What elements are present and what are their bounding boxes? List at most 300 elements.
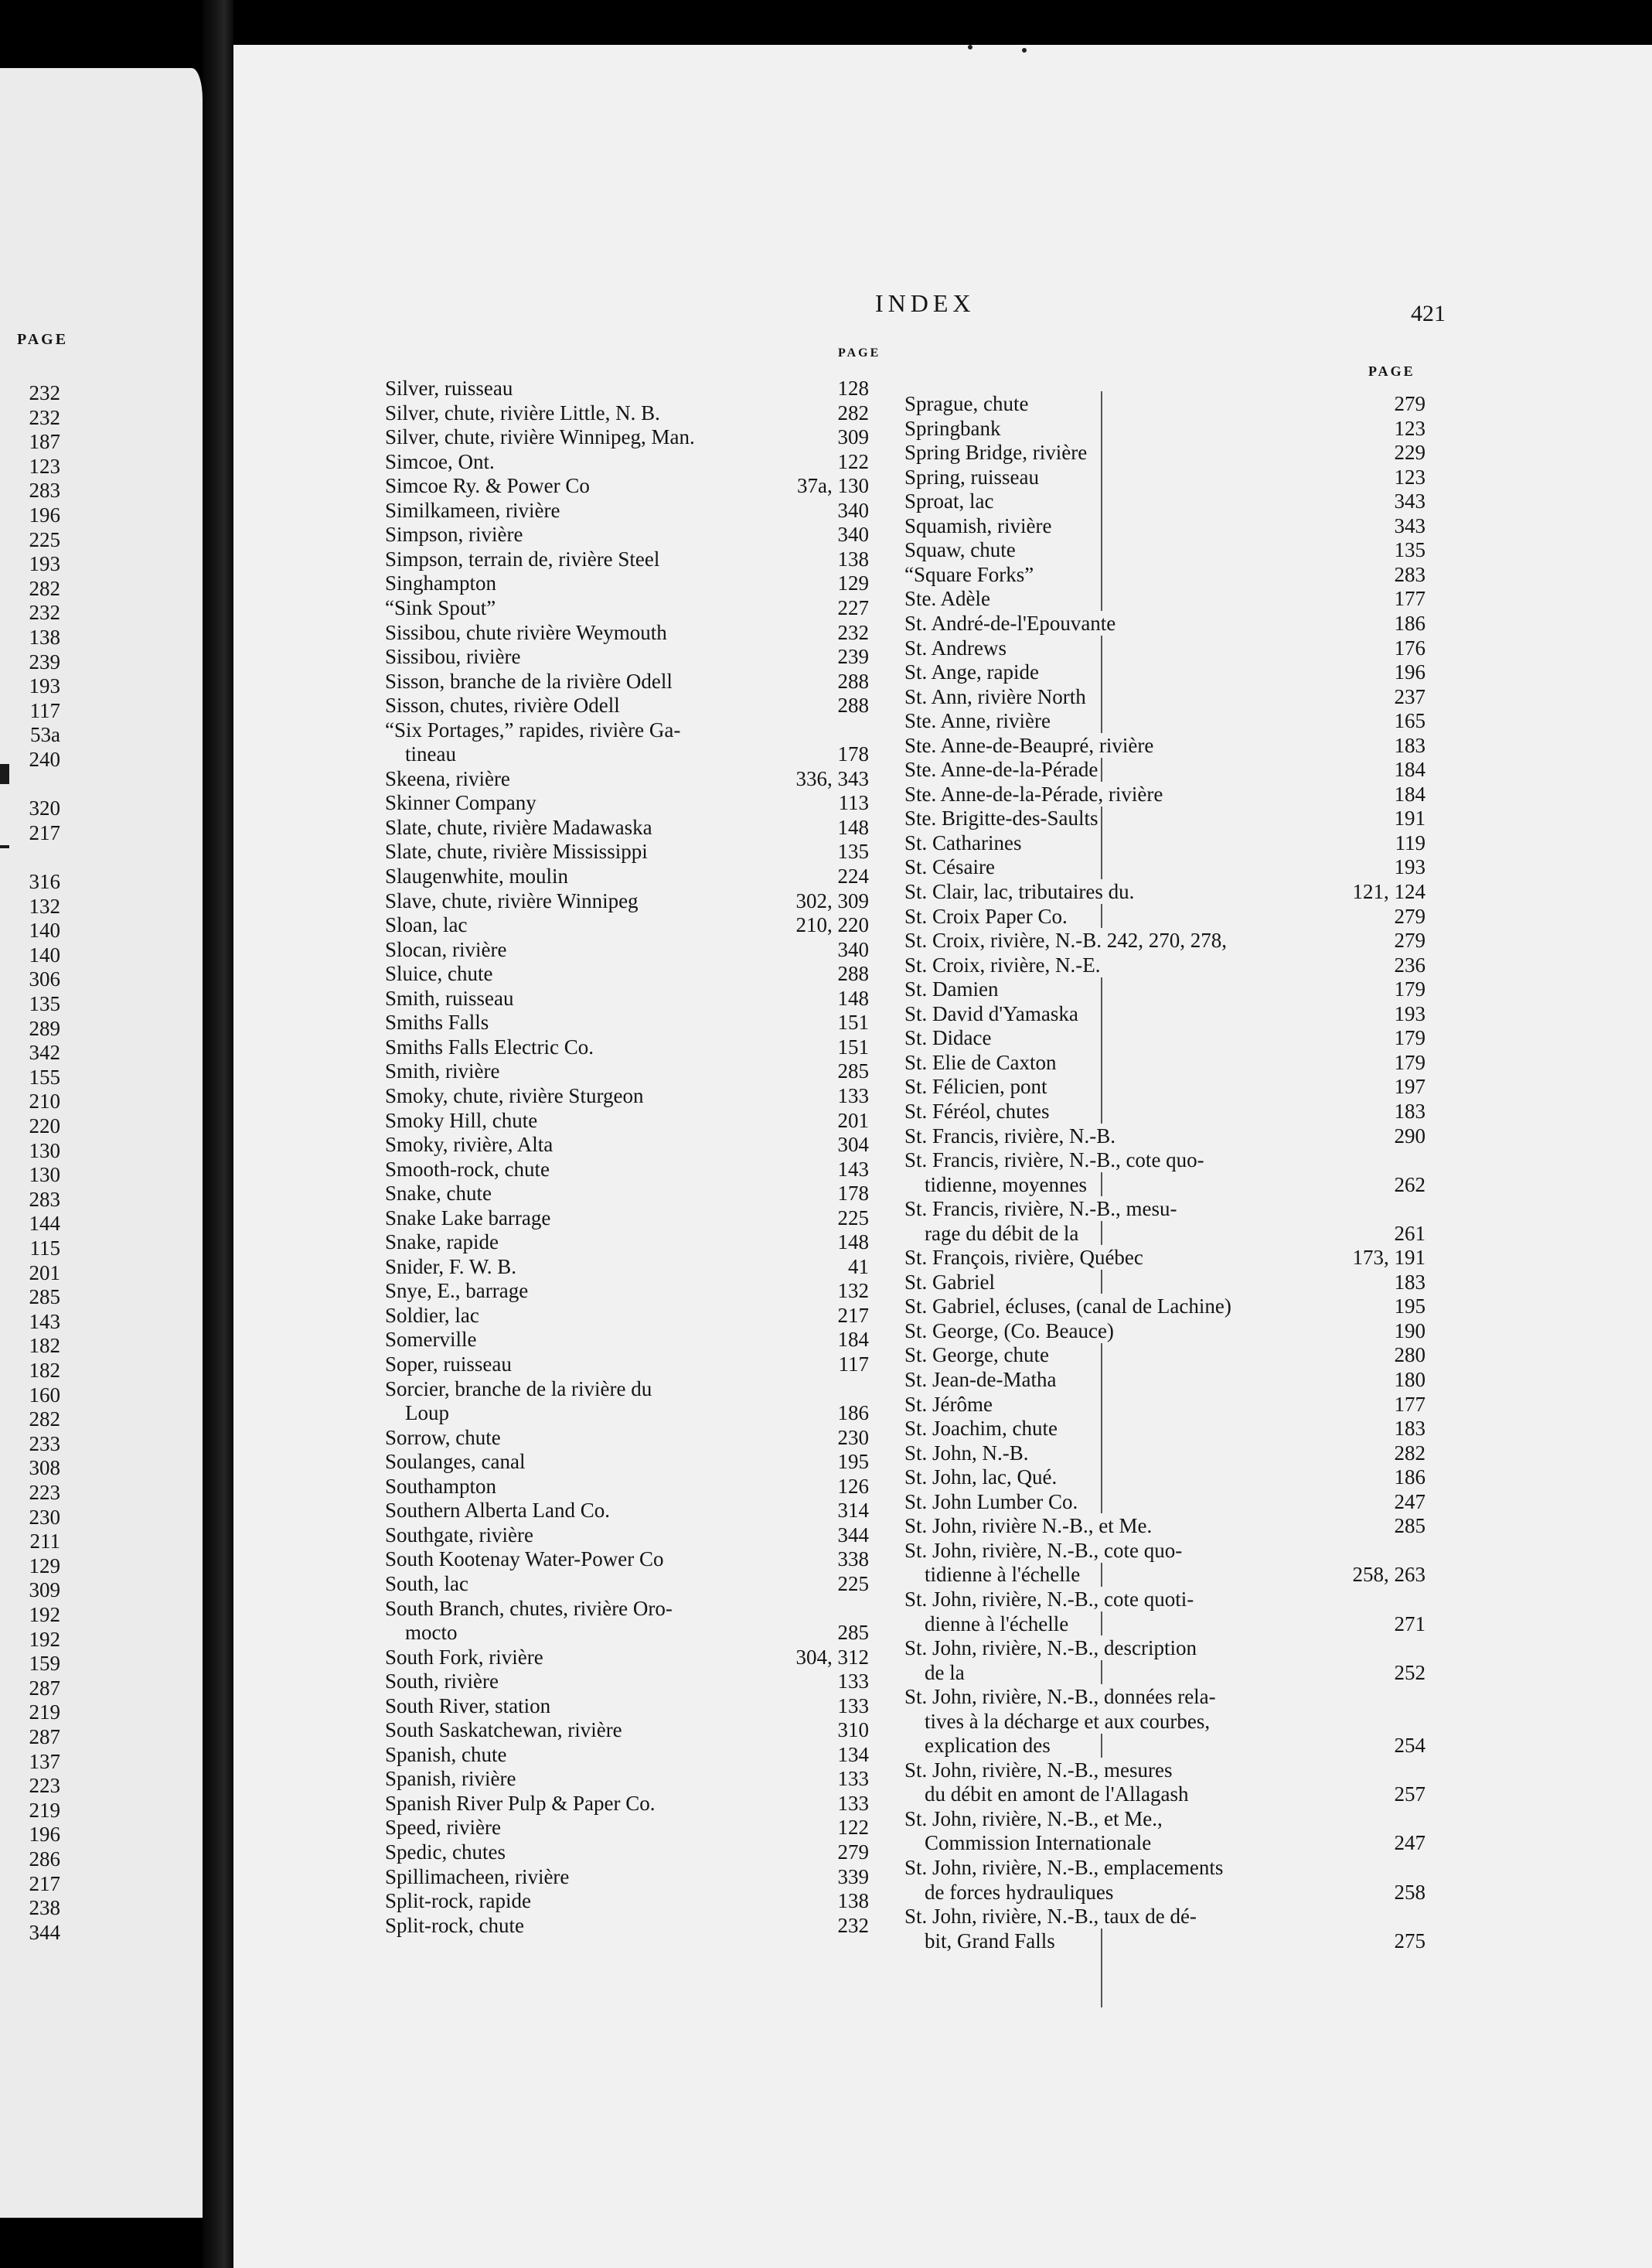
entry-page-number: 236: [1390, 953, 1426, 977]
left-page-number: 282: [29, 576, 60, 600]
index-entry: [385, 1596, 869, 1621]
entry-page-number: 179: [1390, 1025, 1426, 1050]
entry-page-number: 314: [833, 1498, 870, 1523]
entry-term: Silver, ruisseau: [385, 376, 516, 401]
index-entry: [385, 1913, 869, 1938]
left-page-number: 289: [29, 1016, 60, 1040]
entry-term: St. John, rivière, N.-B., cote quo-: [904, 1538, 1185, 1563]
entry-page-number: 285: [1390, 1513, 1426, 1538]
entry-page-number: 177: [1390, 586, 1426, 611]
entry-term: Slate, chute, rivière Madawaska: [385, 815, 656, 840]
left-page-number: 135: [29, 992, 60, 1015]
left-page-number: 155: [29, 1065, 60, 1089]
entry-term: Simcoe, Ont.: [385, 449, 498, 474]
entry-term: St. Damien: [904, 977, 1002, 1001]
entry-term: St. John, lac, Qué.: [904, 1465, 1060, 1489]
entry-page-number: 178: [833, 1181, 870, 1206]
index-entry: [904, 1513, 1425, 1538]
entry-term: Smiths Falls Electric Co.: [385, 1035, 597, 1059]
entry-page-number: 121, 124: [1348, 879, 1426, 904]
entry-page-number: 224: [833, 864, 870, 888]
index-entry: [385, 401, 869, 425]
index-entry: [385, 1791, 869, 1816]
index-entry: [385, 1766, 869, 1791]
entry-page-number: 340: [833, 498, 870, 523]
speck: [1022, 48, 1027, 53]
entry-term: South, lac: [385, 1571, 472, 1596]
entry-term: Spedic, chutes: [385, 1840, 509, 1864]
entry-page-number: 343: [1390, 513, 1426, 538]
entry-term: Skeena, rivière: [385, 766, 513, 791]
index-entry: [904, 1416, 1425, 1441]
index-entry: [904, 904, 1425, 929]
index-entry: [385, 1498, 869, 1523]
index-entry: [385, 986, 869, 1011]
entry-term: St. Francis, rivière, N.-B., cote quo-: [904, 1148, 1207, 1172]
entry-term: Ste. Adèle: [904, 586, 993, 611]
entry-page-number: 279: [1390, 928, 1426, 953]
index-entry: [904, 1587, 1425, 1611]
left-page-number: 320: [29, 796, 60, 820]
entry-page-number: 183: [1390, 733, 1426, 758]
entry-page-number: 285: [833, 1620, 870, 1645]
entry-page-number: 119: [1391, 830, 1426, 855]
entry-term: Soulanges, canal: [385, 1449, 528, 1474]
entry-term: South Branch, chutes, rivière Oro-: [385, 1596, 676, 1621]
entry-term: Sorrow, chute: [385, 1425, 504, 1450]
index-entry: [385, 1083, 869, 1108]
index-entry: [904, 440, 1425, 465]
entry-page-number: 143: [833, 1157, 870, 1182]
entry-page-number: 290: [1390, 1124, 1426, 1148]
entry-page-number: 148: [833, 815, 870, 840]
entry-term: Sloan, lac: [385, 912, 470, 937]
entry-page-number: 133: [833, 1791, 870, 1816]
left-page-number: 223: [29, 1481, 60, 1504]
entry-term: St. John, rivière, N.-B., description: [904, 1635, 1200, 1660]
entry-page-number: 247: [1390, 1489, 1426, 1514]
index-entry: [385, 1157, 869, 1182]
left-page-number: 144: [29, 1212, 60, 1236]
entry-term: Sissibou, chute rivière Weymouth: [385, 620, 670, 645]
entry-page-number: 129: [833, 571, 870, 595]
index-entry: [904, 1050, 1425, 1075]
entry-term: de la: [904, 1660, 968, 1685]
left-page-number: 132: [29, 894, 60, 918]
index-entry: [904, 1465, 1425, 1489]
entry-term: St. John, rivière N.-B., et Me.: [904, 1513, 1155, 1538]
left-page-number: 232: [29, 381, 60, 404]
index-entry: [385, 473, 869, 498]
entry-term: Ste. Anne-de-la-Pérade, rivière: [904, 782, 1166, 807]
entry-page-number: 184: [1390, 757, 1426, 782]
entry-page-number: 165: [1390, 708, 1426, 733]
entry-term: St. John, rivière, N.-B., et Me.,: [904, 1806, 1166, 1831]
entry-term: Ste. Brigitte-des-Saults: [904, 806, 1101, 830]
entry-term: St. François, rivière, Québec: [904, 1245, 1146, 1270]
margin-mark: [0, 845, 9, 848]
entry-term: tives à la décharge et aux courbes,: [904, 1709, 1213, 1734]
entry-page-number: 225: [833, 1571, 870, 1596]
entry-term: “Square Forks”: [904, 562, 1037, 587]
entry-term: St. John, rivière, N.-B., mesures: [904, 1758, 1175, 1782]
entry-page-number: 338: [833, 1547, 870, 1571]
index-entry: [385, 1229, 869, 1254]
entry-page-number: 254: [1390, 1733, 1426, 1758]
entry-page-number: 237: [1390, 684, 1426, 709]
left-page-number: 287: [29, 1725, 60, 1748]
entry-page-number: 275: [1390, 1929, 1426, 1953]
entry-page-number: 135: [833, 839, 870, 864]
entry-term: rage du débit de la: [904, 1221, 1081, 1246]
column2-page-label: PAGE: [1368, 363, 1415, 379]
index-entry: [385, 1206, 869, 1230]
entry-term: St. John, rivière, N.-B., cote quoti-: [904, 1587, 1197, 1611]
entry-page-number: 262: [1390, 1172, 1426, 1197]
entry-page-number: 279: [833, 1840, 870, 1864]
entry-term: tidienne à l'échelle: [904, 1562, 1083, 1587]
entry-page-number: 173, 191: [1348, 1245, 1426, 1270]
entry-term: Ste. Anne-de-Beaupré, rivière: [904, 733, 1156, 758]
index-entry: [904, 1294, 1425, 1318]
entry-term: mocto: [385, 1620, 461, 1645]
entry-term: Loup: [385, 1400, 452, 1425]
index-entry: [904, 537, 1425, 562]
index-entry: [904, 854, 1425, 879]
index-entry: [904, 562, 1425, 587]
entry-term: Sprague, chute: [904, 391, 1031, 416]
entry-term: St. John, N.-B.: [904, 1441, 1032, 1465]
left-page-number: 201: [29, 1260, 60, 1284]
index-entry: [385, 669, 869, 694]
entry-page-number: 177: [1390, 1392, 1426, 1417]
entry-term: South Kootenay Water-Power Co: [385, 1547, 666, 1571]
entry-page-number: 133: [833, 1669, 870, 1693]
left-page-number: 140: [29, 943, 60, 967]
entry-term: South, rivière: [385, 1669, 502, 1693]
left-page-number: 117: [29, 698, 60, 722]
entry-page-number: 138: [833, 547, 870, 571]
entry-term: Spring, ruisseau: [904, 465, 1042, 489]
index-entry: [385, 1571, 869, 1596]
entry-page-number: 186: [1390, 611, 1426, 636]
index-entry: [904, 1196, 1425, 1221]
left-page-number: 159: [29, 1652, 60, 1676]
index-entry: [904, 1342, 1425, 1367]
entry-page-number: 232: [833, 620, 870, 645]
entry-page-number: 257: [1390, 1782, 1426, 1806]
entry-term: Springbank: [904, 416, 1004, 441]
left-page-number: 182: [29, 1359, 60, 1382]
left-page-number: 193: [29, 674, 60, 698]
index-entry: [385, 571, 869, 595]
entry-term: Smith, ruisseau: [385, 986, 517, 1011]
left-page-number: 192: [29, 1603, 60, 1626]
entry-page-number: 190: [1390, 1318, 1426, 1343]
entry-term: du débit en amont de l'Allagash: [904, 1782, 1192, 1806]
index-entry: [385, 1645, 869, 1669]
index-entry: [385, 1693, 869, 1718]
index-entry: [904, 1782, 1425, 1806]
entry-page-number: 180: [1390, 1367, 1426, 1392]
index-entry: [385, 1059, 869, 1083]
entry-page-number: 195: [833, 1449, 870, 1474]
entry-term: Split-rock, rapide: [385, 1888, 534, 1913]
index-entry: [385, 1474, 869, 1499]
index-entry: [904, 1660, 1425, 1685]
index-entry: [385, 1035, 869, 1059]
left-page-number: 130: [29, 1163, 60, 1187]
entry-page-number: 258: [1390, 1880, 1426, 1905]
entry-term: Snake Lake barrage: [385, 1206, 554, 1230]
entry-term: Somerville: [385, 1327, 479, 1352]
entry-term: St. David d'Yamaska: [904, 1001, 1081, 1026]
left-page-number: 232: [29, 405, 60, 429]
page-title: INDEX: [875, 289, 976, 317]
entry-term: St. George, (Co. Beauce): [904, 1318, 1117, 1343]
left-page-number: 219: [29, 1700, 60, 1724]
entry-term: St. Clair, lac, tributaires du.: [904, 879, 1137, 904]
index-entry: [904, 1709, 1425, 1734]
left-page-number: 240: [29, 748, 60, 771]
left-page-number: 285: [29, 1285, 60, 1309]
index-page: [233, 45, 1652, 2268]
index-entry: [385, 888, 869, 913]
index-entry: [904, 636, 1425, 660]
entry-term: Smooth-rock, chute: [385, 1157, 553, 1182]
index-entry: [385, 912, 869, 937]
page-number: 421: [1411, 301, 1446, 326]
index-entry: [904, 1929, 1425, 1953]
entry-term: St. Francis, rivière, N.-B.: [904, 1124, 1119, 1148]
left-page-number: 182: [29, 1334, 60, 1358]
index-entry: [904, 391, 1425, 416]
entry-term: tidienne, moyennes: [904, 1172, 1090, 1197]
left-page-number: 239: [29, 650, 60, 674]
entry-term: Silver, chute, rivière Winnipeg, Man.: [385, 425, 698, 449]
entry-term: Commission Internationale: [904, 1830, 1154, 1855]
left-page-number: 217: [29, 1871, 60, 1895]
entry-term: St. Jean-de-Matha: [904, 1367, 1059, 1392]
left-page-number: 210: [29, 1090, 60, 1114]
index-entry: [904, 1806, 1425, 1831]
margin-mark: [0, 764, 9, 784]
entry-term: Southgate, rivière: [385, 1523, 536, 1547]
left-page-number: 193: [29, 552, 60, 576]
entry-term: St. Didace: [904, 1025, 994, 1050]
entry-page-number: 135: [1390, 537, 1426, 562]
entry-page-number: 225: [833, 1206, 870, 1230]
entry-page-number: 122: [833, 449, 870, 474]
index-entry: [904, 1025, 1425, 1050]
index-entry: [385, 1669, 869, 1693]
left-page-number: 53a: [30, 723, 60, 747]
entry-term: Sorcier, branche de la rivière du: [385, 1376, 655, 1401]
entry-page-number: 227: [833, 595, 870, 620]
left-page-number: 223: [29, 1774, 60, 1798]
entry-term: South Saskatchewan, rivière: [385, 1717, 625, 1742]
index-entry: [904, 611, 1425, 636]
index-entry: [904, 1904, 1425, 1929]
index-entry: [385, 1181, 869, 1206]
entry-page-number: 197: [1390, 1074, 1426, 1099]
entry-term: St. George, chute: [904, 1342, 1052, 1367]
entry-page-number: 191: [1390, 806, 1426, 830]
index-entry: [904, 513, 1425, 538]
left-page-number: 233: [29, 1431, 60, 1455]
entry-term: Spillimacheen, rivière: [385, 1864, 572, 1889]
entry-page-number: 279: [1390, 391, 1426, 416]
entry-page-number: 123: [1390, 465, 1426, 489]
left-page-number: 211: [29, 1530, 60, 1553]
index-entry: [385, 1254, 869, 1279]
left-page-number: 308: [29, 1456, 60, 1480]
index-entry: [385, 1108, 869, 1133]
entry-page-number: 37a, 130: [792, 473, 869, 498]
left-page-number: 342: [29, 1041, 60, 1065]
entry-term: St. Jérôme: [904, 1392, 996, 1417]
index-entry: [904, 757, 1425, 782]
left-page-number: 192: [29, 1627, 60, 1651]
entry-page-number: 126: [833, 1474, 870, 1499]
entry-page-number: 217: [833, 1303, 870, 1328]
left-page-number: 282: [29, 1407, 60, 1431]
index-entry: [904, 1001, 1425, 1026]
entry-term: Slaugenwhite, moulin: [385, 864, 571, 888]
entry-page-number: 132: [833, 1278, 870, 1303]
index-entry: [904, 1562, 1425, 1587]
entry-page-number: 176: [1390, 636, 1426, 660]
entry-page-number: 282: [1390, 1441, 1426, 1465]
entry-term: St. Croix Paper Co.: [904, 904, 1071, 929]
entry-term: Slocan, rivière: [385, 937, 509, 962]
index-entry: [904, 830, 1425, 855]
entry-page-number: 288: [833, 693, 870, 718]
index-entry: [904, 1099, 1425, 1124]
entry-page-number: 201: [833, 1108, 870, 1133]
left-page-number: 187: [29, 430, 60, 454]
left-page-number: 130: [29, 1138, 60, 1162]
left-page-number: 138: [29, 626, 60, 649]
entry-page-number: 310: [833, 1717, 870, 1742]
left-page-number: 220: [29, 1114, 60, 1137]
entry-term: Southampton: [385, 1474, 499, 1499]
entry-term: tineau: [385, 742, 459, 766]
entry-term: St. Joachim, chute: [904, 1416, 1061, 1441]
index-entry: [385, 1717, 869, 1742]
left-page-number: 115: [29, 1236, 60, 1260]
left-page-number: 344: [29, 1920, 60, 1944]
index-entry: [904, 489, 1425, 513]
entry-term: Soldier, lac: [385, 1303, 482, 1328]
entry-page-number: 309: [833, 425, 870, 449]
entry-page-number: 252: [1390, 1660, 1426, 1685]
index-entry: [904, 953, 1425, 977]
left-page-number: 143: [29, 1309, 60, 1333]
entry-term: Ste. Anne-de-la-Pérade: [904, 757, 1101, 782]
index-entry: [385, 766, 869, 791]
index-entry: [904, 1441, 1425, 1465]
entry-term: Squaw, chute: [904, 537, 1019, 562]
left-page-number: 160: [29, 1383, 60, 1407]
entry-page-number: 339: [833, 1864, 870, 1889]
entry-page-number: 183: [1390, 1270, 1426, 1294]
left-page-number: 230: [29, 1505, 60, 1529]
left-page-number: 129: [29, 1553, 60, 1577]
left-page-number: 283: [29, 1187, 60, 1211]
index-entry: [385, 1449, 869, 1474]
entry-page-number: 138: [833, 1888, 870, 1913]
index-entry: [385, 742, 869, 766]
entry-term: St. Césaire: [904, 854, 998, 879]
speck: [968, 45, 972, 49]
entry-page-number: 184: [833, 1327, 870, 1352]
entry-page-number: 239: [833, 644, 870, 669]
entry-page-number: 271: [1390, 1611, 1426, 1636]
index-entry: [385, 1400, 869, 1425]
index-entry: [904, 1221, 1425, 1246]
entry-page-number: 122: [833, 1815, 870, 1840]
index-entry: [385, 1815, 869, 1840]
entry-page-number: 133: [833, 1693, 870, 1718]
entry-page-number: 261: [1390, 1221, 1426, 1246]
entry-term: St. John, rivière, N.-B., taux de dé-: [904, 1904, 1200, 1929]
entry-term: Smith, rivière: [385, 1059, 502, 1083]
index-entry: [385, 620, 869, 645]
entry-page-number: 148: [833, 1229, 870, 1254]
entry-term: Smoky Hill, chute: [385, 1108, 540, 1133]
index-entry: [904, 416, 1425, 441]
index-entry: [385, 595, 869, 620]
entry-term: Snider, F. W. B.: [385, 1254, 519, 1279]
entry-page-number: 133: [833, 1083, 870, 1108]
index-entry: [385, 1376, 869, 1401]
entry-page-number: 123: [1390, 416, 1426, 441]
entry-term: “Six Portages,” rapides, rivière Ga-: [385, 718, 683, 742]
entry-page-number: 258, 263: [1348, 1562, 1426, 1587]
entry-term: St. John Lumber Co.: [904, 1489, 1081, 1514]
entry-term: Sissibou, rivière: [385, 644, 524, 669]
entry-term: Split-rock, chute: [385, 1913, 527, 1938]
entry-page-number: 230: [833, 1425, 870, 1450]
index-entry: [385, 522, 869, 547]
index-entry: [385, 1010, 869, 1035]
left-page-fragment: [0, 68, 203, 2218]
index-entry: [904, 1172, 1425, 1197]
book-gutter: [203, 0, 233, 2268]
entry-term: Sisson, branche de la rivière Odell: [385, 669, 676, 694]
entry-term: St. Ann, rivière North: [904, 684, 1089, 709]
entry-term: Spanish River Pulp & Paper Co.: [385, 1791, 659, 1816]
entry-term: Smoky, rivière, Alta: [385, 1132, 556, 1157]
entry-page-number: 344: [833, 1523, 870, 1547]
index-entry: [904, 1245, 1425, 1270]
entry-term: St. Gabriel, écluses, (canal de Lachine): [904, 1294, 1235, 1318]
index-entry: [385, 864, 869, 888]
entry-page-number: 148: [833, 986, 870, 1011]
entry-page-number: 151: [833, 1010, 870, 1035]
entry-term: Smoky, chute, rivière Sturgeon: [385, 1083, 646, 1108]
entry-page-number: 133: [833, 1766, 870, 1791]
entry-page-number: 340: [833, 937, 870, 962]
entry-page-number: 247: [1390, 1830, 1426, 1855]
entry-page-number: 193: [1390, 1001, 1426, 1026]
left-page-number: 137: [29, 1749, 60, 1773]
entry-term: Spanish, rivière: [385, 1766, 519, 1791]
entry-page-number: 196: [1390, 660, 1426, 684]
entry-term: de forces hydrauliques: [904, 1880, 1116, 1905]
left-page-number: 238: [29, 1896, 60, 1920]
